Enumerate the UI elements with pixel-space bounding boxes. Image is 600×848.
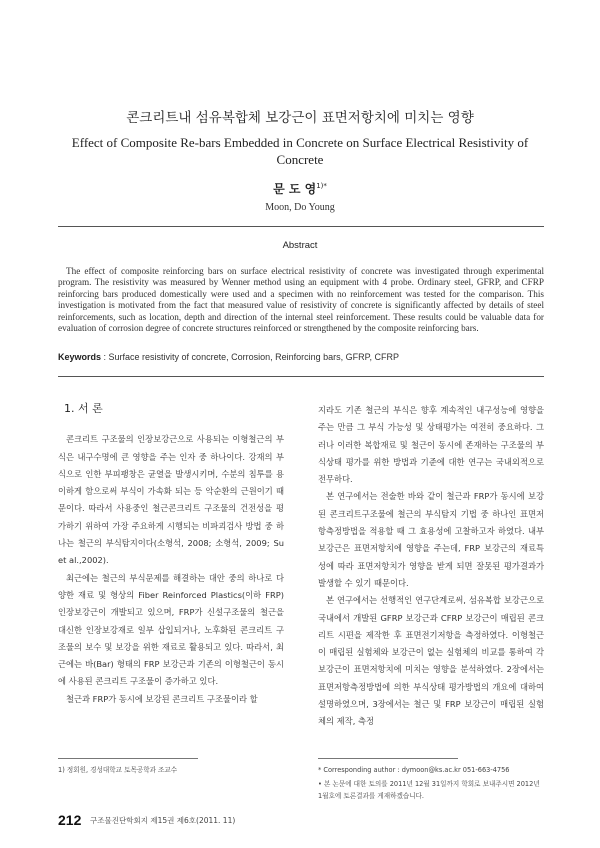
abstract-text: The effect of composite reinforcing bars on surface electrical resistivity of concrete was investigated through experimental program. The resistivity was measured by Wenner method using an equipment with 4 probe. Ordinary steel, GFRP, and CFRP reinforcing bars produced domestically were used and a specimen with no reinforcement was tested for the comparison. This investigation is motivated from the fact that measured value of resistivity of concrete is significantly affected by details of steel reinforcements, such as location, depth and direction of the internal steel reinforcement. These results could be valuable data for evaluation of corrosion degree of concrete structures reinforced or strengthened by the composite reinforcing bars. xyxy=(58,266,544,334)
journal-info: 구조물진단학회지 제15권 제6호(2011. 11) xyxy=(90,816,236,825)
body-paragraph: 철근과 FRP가 동시에 보강된 콘크리트 구조물이라 할 xyxy=(66,693,258,704)
body-paragraph: 콘크리트 구조물의 인장보강근으로 사용되는 이형철근의 부식은 내구수명에 큰 영향을 주는 인자 중 하나이다. 강재의 부식으로 인한 부피팽창은 균열을 발생시키며, 수분의 침투를 용이하게 함으로써 부식이 가속화 되는 등 악순환의 근원이기 때문이다. 따라서 사용중인 철근콘크리트 구조물의 건전성을 평가하기 위하여 가장 주요하게 시행되는 비파괴검사 방법 중 하나는 철근의 부식탐지이다(소형석, 2008; 소형석, 2009; Su et al.,2002). xyxy=(58,434,284,566)
section-heading-introduction: 1. 서 론 xyxy=(64,402,103,415)
body-paragraph: 지라도 기존 철근의 부식은 향후 계속적인 내구성능에 영향을 주는 만큼 그 부식 가능성 및 상태평가는 여전히 중요하다. 그러나 이러한 복합재료 및 철근이 동시에 존재하는 구조물의 부식상태 평가를 위한 방법과 기준에 대한 연구는 국내외적으로 전무하다. xyxy=(318,405,544,485)
keywords-list: : Surface resistivity of concrete, Corrosion, Reinforcing bars, GFRP, CFRP xyxy=(103,352,399,362)
abstract-bottom-rule xyxy=(58,376,544,377)
body-column-right xyxy=(318,402,544,731)
body-paragraph: 본 연구에서는 전술한 바와 같이 철근과 FRP가 동시에 보강된 콘크리트구조물에 철근의 부식탐지 기법 중 하나인 표면저항측정방법을 적용할 때 그 효용성에 고찰하고자 하였다. 내부 보강근은 표면저항치에 영향을 주는데, FRP 보강근의 재료특성에 따라 표면저항치가 영향을 받게 되면 잘못된 평가결과가 발생할 수 있기 때문이다. xyxy=(318,491,544,588)
author-korean-name: 문 도 영 xyxy=(273,182,317,196)
body-paragraph: 본 연구에서는 선행적인 연구단계로써, 섬유복합 보강근으로 국내에서 개발된 GFRP 보강근과 CFRP 보강근이 매립된 콘크리트 시편을 제작한 후 표면전기저항을 측정하였다. 이형철근이 매립된 실험체와 보강근이 없는 실험체의 비교를 통하여 각 보강근이 표면저항치에 미치는 영향을 분석하였다. 2장에서는 표면저항측정방법에 의한 부식상태 평가방법의 개요에 대하여 설명하였으며, 3장에서는 철근 및 FRP 보강근이 매립된 실험체의 제작, 측정 xyxy=(318,595,544,727)
author-affiliation-mark: 1)* xyxy=(316,182,327,190)
footnote-affiliation: 1) 정회원, 경성대학교 토목공학과 조교수 xyxy=(58,766,178,774)
footnote-discussion-notice: • 본 논문에 대한 토의를 2011년 12월 31일까지 학회로 보내주시면 2012년 1월호에 토론결과를 게재하겠습니다. xyxy=(318,780,540,800)
body-column-left xyxy=(58,400,284,708)
author-english: Moon, Do Young xyxy=(265,202,335,213)
body-paragraph: 최근에는 철근의 부식문제를 해결하는 대안 중의 하나로 다양한 재료 및 형상의 Fiber Reinforced Plastics(이하 FRP) 인장보강근이 개발되고 있으며, FRP가 신설구조물의 철근을 대신한 인장보강재로 일부 삽입되거나, 노후화된 콘크리트 구조물의 보수 및 보강을 위한 재료로 활용되고 있다. 따라서, 최근에는 바(Bar) 형태의 FRP 보강근과 기존의 이형철근이 동시에 사용된 콘크리트 구조물이 증가하고 있다. xyxy=(58,572,284,687)
footnote-rule-left xyxy=(58,758,198,759)
paper-title-english: Effect of Composite Re-bars Embedded in Concrete on Surface Electrical Resistivity of Concrete xyxy=(71,135,529,167)
abstract-top-rule xyxy=(58,226,544,227)
author-korean xyxy=(0,180,600,197)
paper-title-korean: 콘크리트내 섬유복합체 보강근이 표면저항치에 미치는 영향 xyxy=(126,110,474,126)
keywords-line xyxy=(58,352,544,362)
abstract-heading: Abstract xyxy=(282,240,318,251)
keywords-label: Keywords xyxy=(58,352,102,362)
page-number: 212 xyxy=(58,812,82,828)
footnote-corresponding-author: * Corresponding author : dymoon@ks.ac.kr 051-663-4756 xyxy=(318,766,510,774)
footnote-rule-right xyxy=(318,758,458,759)
